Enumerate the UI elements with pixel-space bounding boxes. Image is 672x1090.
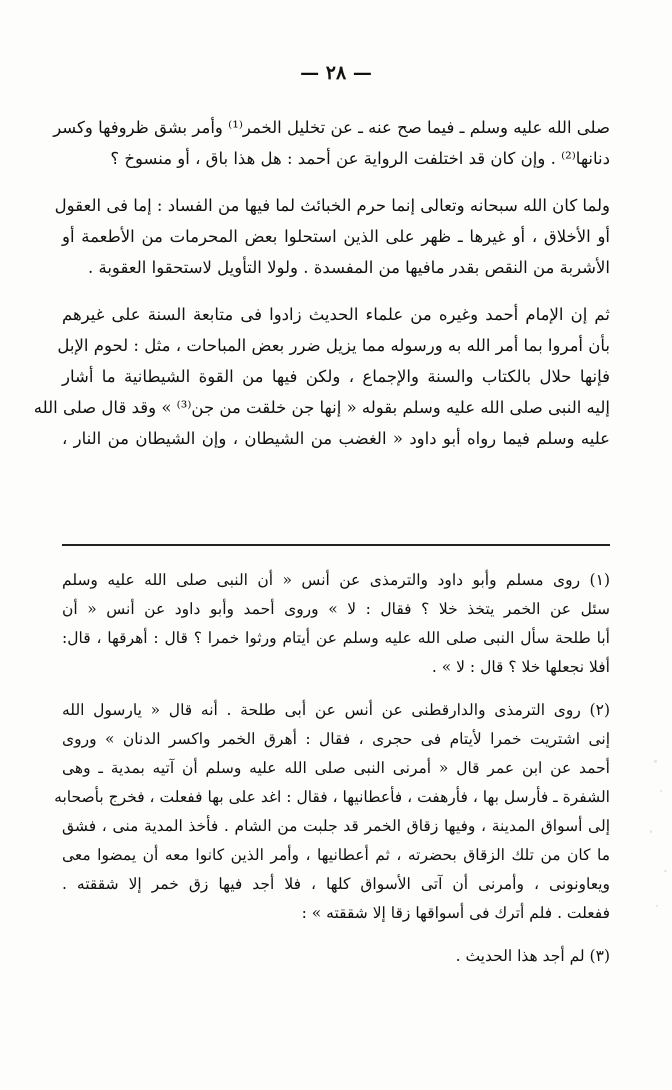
footnote-line: (١) روى مسلم وأبو داود والترمذى عن أنس « أن النبى صلى الله عليه وسلم [62,571,610,589]
footnote [62,566,610,682]
scan-speck [656,905,658,907]
text-line: دنانها⁽²⁾ . وإن كان قد اختلفت الرواية عن أحمد : هل هذا باق ، أو منسوخ ؟ [110,149,610,168]
footnote-line: (٣) لم أجد هذا الحديث . [455,947,610,965]
text-line: ثم إن الإمام أحمد وغيره من علماء الحديث زادوا فى متابعة السنة على غيرهم [62,305,610,324]
footnote-line: أحمد عن ابن عمر قال « أمرنى النبى صلى الله عليه وسلم أن آتيه بمدية ـ وهى [62,759,610,777]
footnote-line: إلى أسواق المدينة ، وفيها زقاق الخمر قد جلبت من الشام . فأخذ المدية منى ، فشق [62,817,610,835]
footnote [62,942,610,971]
scan-speck [654,760,657,763]
text-line: عليه وسلم فيما رواه أبو داود « الغضب من الشيطان ، وإن الشيطان من النار ، [62,429,610,448]
main-text [33,112,610,470]
text-line: ولما كان الله سبحانه وتعالى إنما حرم الخبائث لما فيها من الفساد : إما فى العقول [54,196,610,215]
page-number: — ٢٨ — [300,62,372,84]
footnote-line: ويعاونونى ، وأمرنى أن آتى الأسواق كلها ، فلا أجد فيها زق خمر إلا شققته . [62,875,610,893]
footnote-line: الشفرة ـ فأرسل بها ، فأرهفت ، فأعطانيها ، فقال : اغد على بها ففعلت ، فخرج بأصحابه [54,788,610,806]
text-line: الأشربة من النقص بقدر مافيها من المفسدة . ولولا التأويل لاستحقوا العقوبة . [88,258,610,277]
paragraph [53,112,610,174]
scan-speck [650,830,652,833]
text-line: بأن أمروا بما أمر الله به ورسوله مما يزيل ضرر بعض المباحات ، مثل : لحوم الإبل [57,336,610,355]
footnote-line: إنى اشتريت خمرا لأيتام فى حجرى ، فقال : أهرق الخمر واكسر الدنان » وروى [62,730,610,748]
footnote-line: أبا طلحة سأل النبى صلى الله عليه وسلم عن أيتام ورثوا خمرا ؟ قال : أهرقها ، قال: [62,629,610,647]
footnote [54,696,610,928]
scan-speck [660,790,662,792]
footnote-line: ما كان من تلك الزقاق بحضرته ، ثم أعطانيها ، وأمر الذين كانوا معه أن يمضوا معى [62,846,610,864]
paragraph [54,190,610,283]
footnote-line: ففعلت . فلم أترك فى أسواقها زقا إلا شققته » : [301,904,610,922]
scan-speck [664,870,667,872]
footnotes [54,566,610,985]
text-line: إليه النبى صلى الله عليه وسلم بقوله « إنها جن خلقت من جن⁽³⁾ » وقد قال صلى الله [33,398,610,417]
text-line: أو الأخلاق ، أو غيرها ـ ظهر على الذين استحلوا بعض المحرمات من الأطعمة أو [62,227,610,246]
footnote-line: أفلا نجعلها خلا ؟ قال : لا » . [431,658,610,676]
footnote-line: سئل عن الخمر يتخذ خلا ؟ فقال : لا » وروى أحمد وأبو داود عن أنس « أن [62,600,610,618]
footnote-divider [62,544,610,546]
paragraph [33,299,610,454]
text-line: فإنها حلال بالكتاب والسنة والإجماع ، ولكن فيها من القوة الشيطانية ما أشار [62,367,610,386]
footnote-line: (٢) روى الترمذى والدارقطنى عن أنس عن أبى طلحة . أنه قال « يارسول الله [62,701,610,719]
text-line: صلى الله عليه وسلم ـ فيما صح عنه ـ عن تخليل الخمر⁽¹⁾ وأمر بشق ظروفها وكسر [53,118,610,137]
